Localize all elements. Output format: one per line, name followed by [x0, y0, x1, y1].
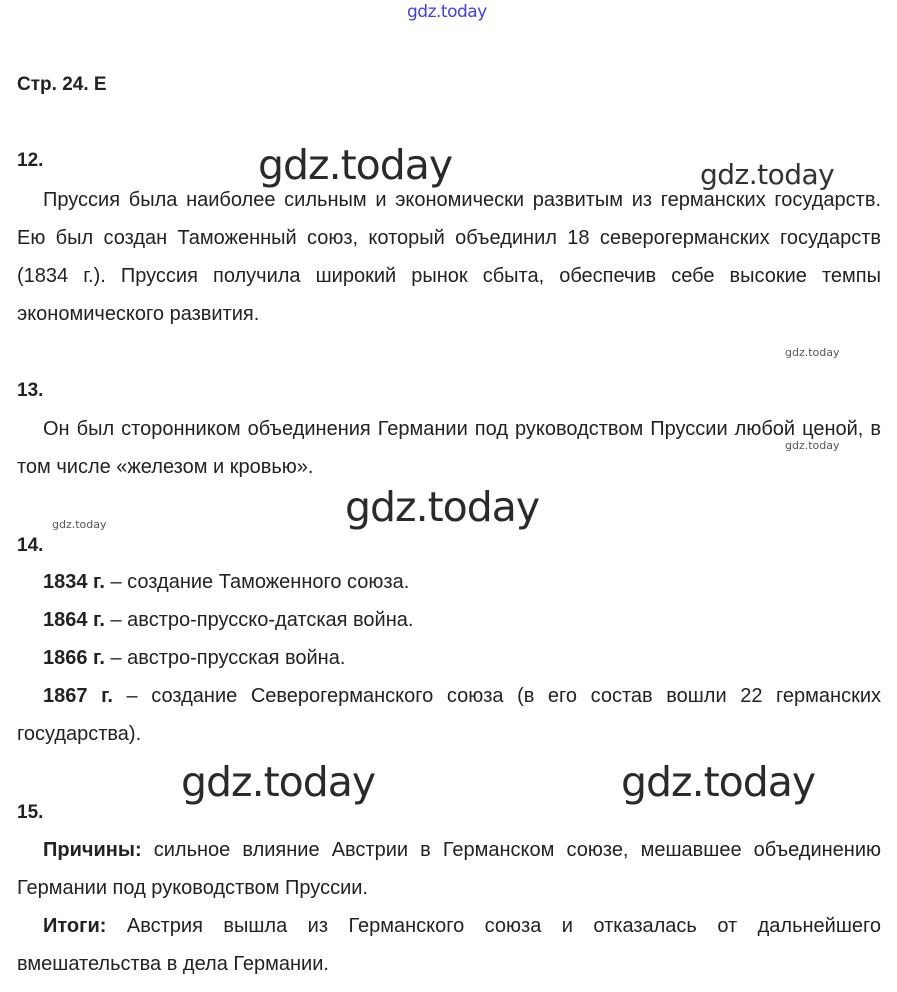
year: 1864 г.: [43, 609, 105, 631]
event: – создание Таможенного союза.: [104, 571, 410, 593]
section-15-number: 15.: [17, 802, 44, 823]
event: – австро-прусско-датская война.: [104, 609, 414, 631]
timeline-item: [43, 563, 881, 601]
section-12-text: Пруссия была наиболее сильным и экономически развитым из германских государств. Ею был создан Таможенный союз, который объединил 18 северогерманских государств (1834 г.). Пруссия получила широкий рынок сбыта, обеспечив себе высокие темпы экономического развития.: [17, 189, 881, 325]
section-14-number: 14.: [17, 535, 44, 556]
section-13-text: Он был сторонником объединения Германии под руководством Пруссии любой ценой, в том числе «железом и кровью».: [17, 418, 881, 478]
year: 1866 г.: [43, 647, 105, 669]
causes-paragraph: [17, 831, 881, 907]
results-label: Итоги:: [43, 915, 107, 937]
results-text: Австрия вышла из Германского союза и отказалась от дальнейшего вмешательства в дела Германии.: [17, 915, 881, 975]
section-13-number: 13.: [17, 380, 44, 401]
timeline-item: [43, 639, 881, 677]
event: – австро-прусская война.: [104, 647, 346, 669]
event: – создание Северогерманского союза (в его состав вошли 22 германских государства).: [17, 685, 882, 745]
watermark: gdz.today: [700, 158, 835, 191]
year: 1867 г.: [43, 685, 113, 707]
section-12-number: 12.: [17, 150, 44, 171]
watermark: gdz.today: [52, 518, 107, 531]
watermark: gdz.today: [345, 483, 540, 531]
causes-label: Причины:: [43, 839, 142, 861]
watermark: gdz.today: [181, 758, 376, 806]
watermark: gdz.today: [785, 346, 840, 359]
page-header: Стр. 24. Е: [17, 74, 107, 95]
watermark-top: gdz.today: [407, 2, 487, 22]
watermark: gdz.today: [258, 141, 453, 189]
year: 1834 г.: [43, 571, 105, 593]
timeline-item: [43, 601, 881, 639]
causes-text: сильное влияние Австрии в Германском союзе, мешавшее объединению Германии под руководством Пруссии.: [17, 839, 881, 899]
results-paragraph: [17, 907, 881, 983]
watermark: gdz.today: [621, 758, 816, 806]
timeline-item: [17, 677, 881, 753]
watermark: gdz.today: [785, 439, 840, 452]
